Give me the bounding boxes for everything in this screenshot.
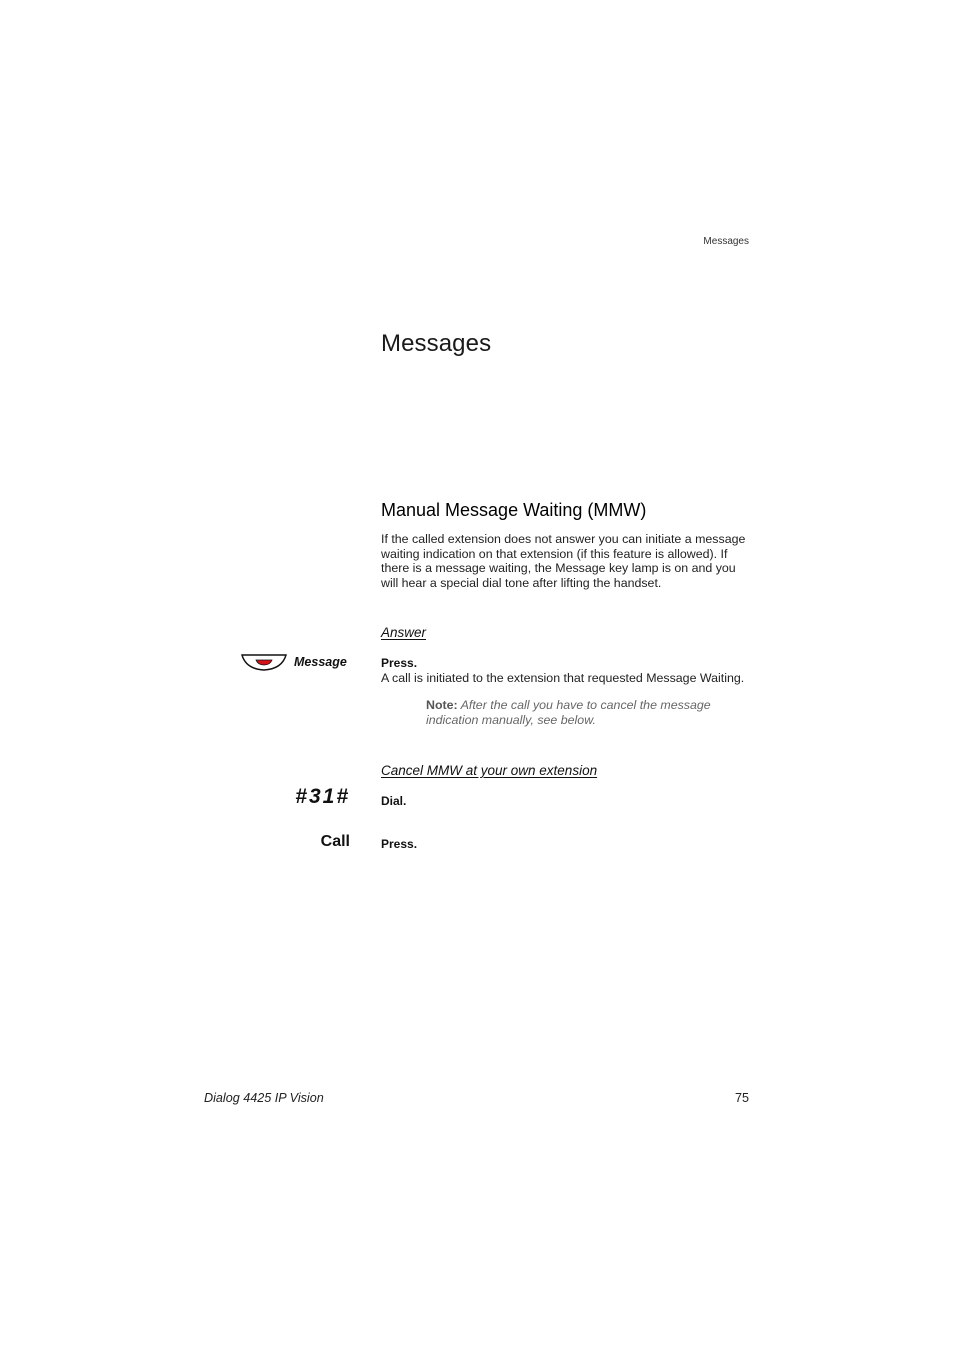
running-header: Messages: [703, 236, 749, 247]
section-title: Manual Message Waiting (MMW): [381, 500, 647, 520]
footer-product: Dialog 4425 IP Vision: [204, 1091, 324, 1105]
dial-code: #31#: [295, 785, 350, 808]
answer-note: [426, 698, 746, 728]
call-press-action: Press.: [381, 837, 418, 851]
dial-action: Dial.: [381, 794, 407, 808]
chapter-title: Messages: [381, 330, 492, 357]
section-intro: If the called extension does not answer you can initiate a message waiting indication on that extension (if this feature is allowed). If there is a message waiting, the Message key lamp is on and you will hear a special dial tone after lifting the handset.: [381, 532, 746, 590]
answer-heading: Answer: [381, 625, 427, 640]
page-number: 75: [734, 1091, 749, 1105]
call-key-label: Call: [320, 833, 350, 850]
note-text: After the call you have to cancel the message indication manually, see below.: [426, 698, 711, 727]
note-label: Note:: [426, 698, 458, 712]
answer-description: A call is initiated to the extension that requested Message Waiting.: [381, 671, 745, 685]
answer-press-action: Press.: [381, 656, 418, 670]
message-key-label: Message: [294, 655, 347, 669]
cancel-heading: Cancel MMW at your own extension: [381, 763, 598, 778]
message-key-icon: [240, 652, 288, 672]
